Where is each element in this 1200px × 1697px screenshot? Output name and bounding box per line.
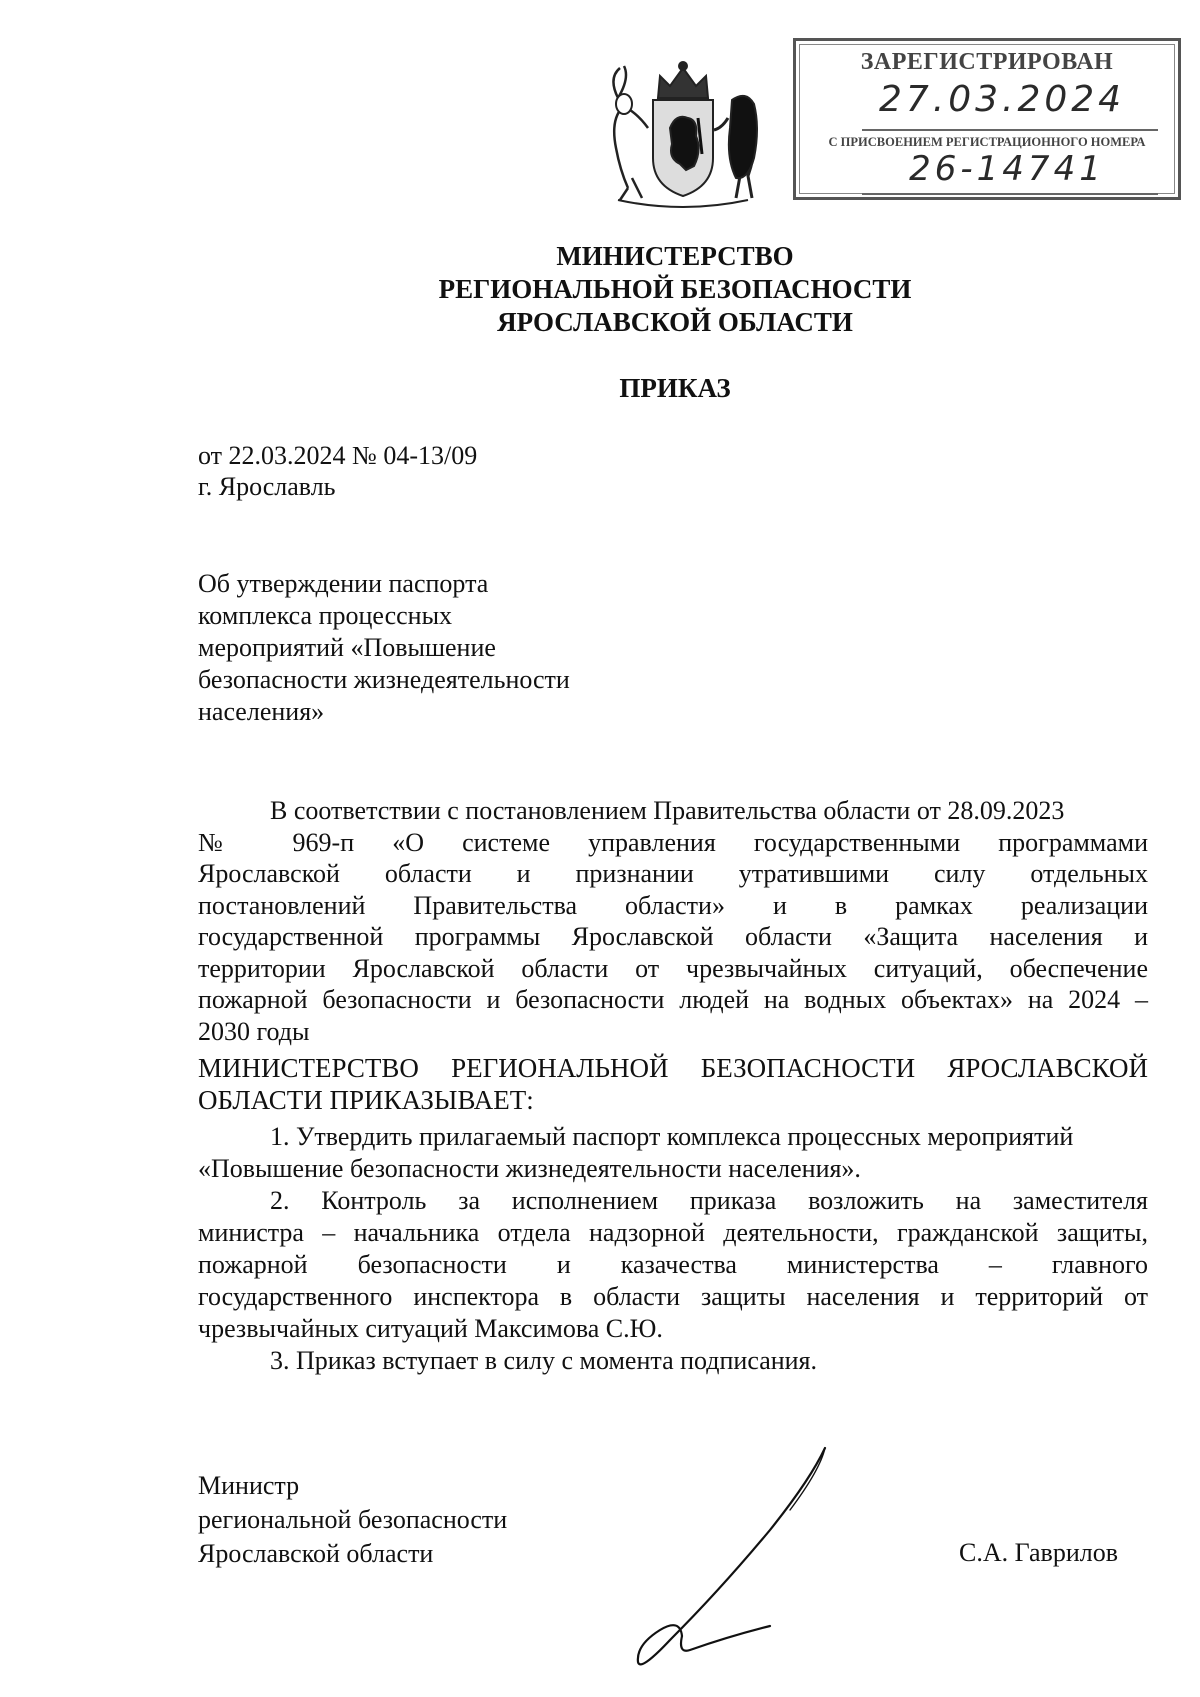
- preamble-line: государственной программы Ярославской области «Защита населения и: [198, 922, 1148, 951]
- stamp-divider: [862, 193, 1158, 195]
- coat-of-arms-emblem: [598, 58, 768, 208]
- order-subject: [198, 568, 618, 728]
- item-2-line: чрезвычайных ситуаций Максимова С.Ю.: [198, 1314, 663, 1343]
- item-3-line: 3. Приказ вступает в силу с момента подписания.: [270, 1346, 818, 1375]
- signatory-position: [198, 1469, 507, 1571]
- ministry-heading: [300, 240, 1050, 339]
- ministry-line: РЕГИОНАЛЬНОЙ БЕЗОПАСНОСТИ: [438, 274, 912, 304]
- item-2-line: пожарной безопасности и казачества министерства – главного: [198, 1250, 1148, 1279]
- decree-line: ОБЛАСТИ ПРИКАЗЫВАЕТ:: [198, 1085, 534, 1115]
- signatory-name: С.А. Гаврилов: [959, 1538, 1118, 1567]
- preamble-line: 2030 годы: [198, 1016, 310, 1046]
- order-date-number: от 22.03.2024 № 04-13/09: [198, 441, 478, 470]
- stamp-title: ЗАРЕГИСТРИРОВАН: [860, 49, 1114, 75]
- preamble-paragraph: [198, 795, 1148, 1047]
- preamble-line: постановлений Правительства области» и в рамках реализации: [198, 890, 1148, 920]
- preamble-line: Ярославской области и признании утратившими силу отдельных: [198, 859, 1148, 888]
- handwritten-signature: [620, 1440, 840, 1680]
- position-line: региональной безопасности: [198, 1505, 508, 1534]
- ministry-line: МИНИСТЕРСТВО: [556, 241, 794, 271]
- subject-line: комплекса процессных: [198, 601, 453, 630]
- stamp-registration-number: 26-14741: [909, 149, 1105, 189]
- document-type-title: ПРИКАЗ: [619, 373, 731, 403]
- stamp-registration-date: 27.03.2024: [878, 79, 1126, 120]
- stamp-divider: [862, 129, 1158, 131]
- preamble-line: пожарной безопасности и безопасности людей на водных объектах» на 2024 –: [198, 985, 1148, 1014]
- item-2-line: государственного инспектора в области защиты населения и территорий от: [198, 1282, 1148, 1311]
- subject-line: населения»: [198, 697, 325, 726]
- registration-stamp: [793, 38, 1181, 200]
- item-1-line: 1. Утвердить прилагаемый паспорт комплекса процессных мероприятий: [270, 1122, 1074, 1151]
- order-items: [198, 1121, 1148, 1377]
- ministry-line: ЯРОСЛАВСКОЙ ОБЛАСТИ: [497, 307, 853, 337]
- subject-line: безопасности жизнедеятельности: [198, 665, 570, 694]
- decree-statement: [198, 1052, 1148, 1116]
- preamble-line: № 969-п «О системе управления государственными программами: [198, 827, 1148, 857]
- position-line: Министр: [198, 1471, 300, 1500]
- decree-line: МИНИСТЕРСТВО РЕГИОНАЛЬНОЙ БЕЗОПАСНОСТИ ЯРОСЛАВСКОЙ: [198, 1053, 1148, 1083]
- subject-line: мероприятий «Повышение: [198, 633, 496, 662]
- item-2-line: 2. Контроль за исполнением приказа возложить на заместителя: [270, 1186, 1148, 1215]
- preamble-line: В соответствии с постановлением Правительства области от 28.09.2023: [270, 796, 1065, 825]
- item-2-line: министра – начальника отдела надзорной деятельности, гражданской защиты,: [198, 1218, 1148, 1247]
- order-city: г. Ярославль: [198, 472, 336, 501]
- preamble-line: территории Ярославской области от чрезвычайных ситуаций, обеспечение: [198, 953, 1148, 983]
- stamp-subtitle: С ПРИСВОЕНИЕМ РЕГИСТРАЦИОННОГО НОМЕРА: [828, 135, 1146, 149]
- item-1-line: «Повышение безопасности жизнедеятельности населения».: [198, 1154, 861, 1183]
- subject-line: Об утверждении паспорта: [198, 569, 489, 598]
- position-line: Ярославской области: [198, 1539, 434, 1568]
